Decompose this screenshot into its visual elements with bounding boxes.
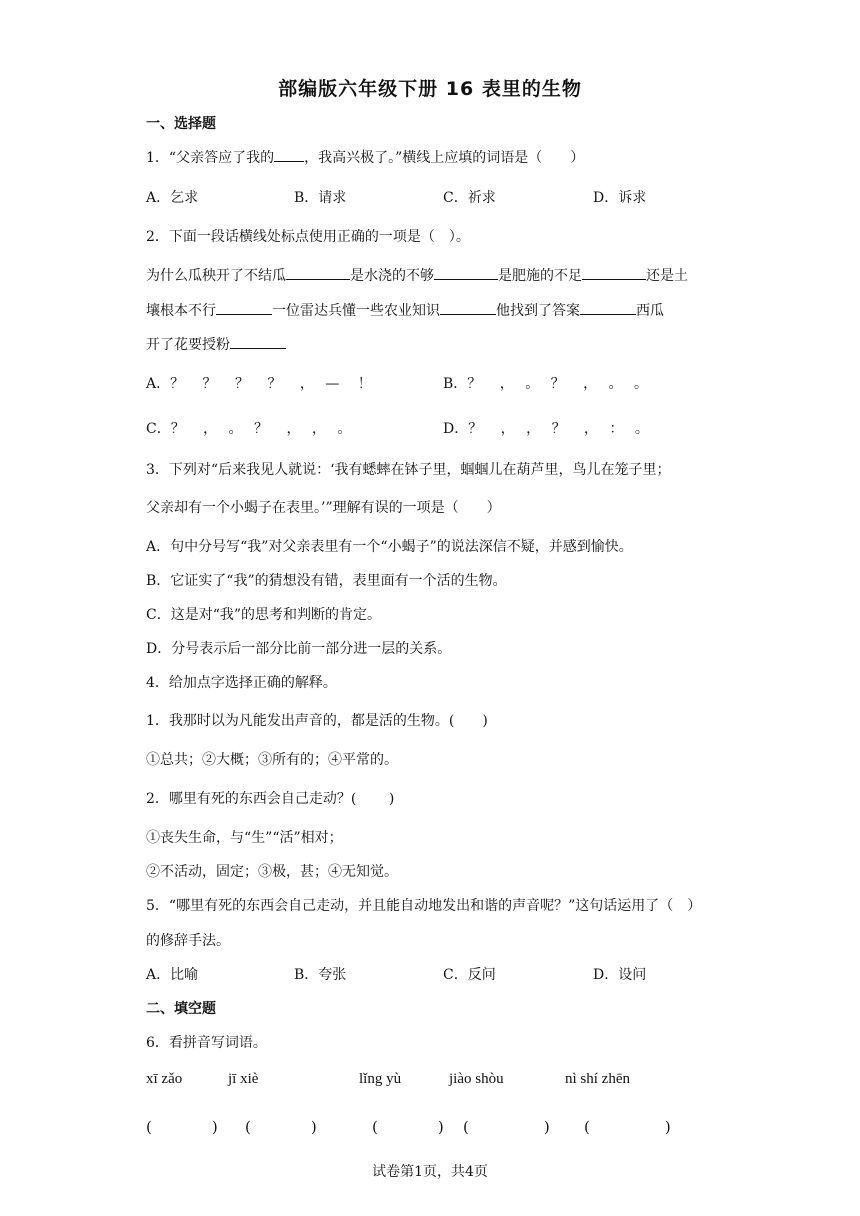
answer-box-3[interactable]: ( ) [372, 1118, 444, 1136]
page-footer: 试卷第1页，共4页 [372, 1164, 488, 1180]
question-1-option-d[interactable]: D．诉求 [593, 190, 647, 206]
pinyin-5: nì shí zhēn [565, 1071, 630, 1087]
question-3-option-b[interactable]: B．它证实了“我”的猜想没有错，表里面有一个活的生物。 [146, 573, 507, 589]
question-5-stem-line-2: 的修辞手法。 [146, 933, 230, 949]
question-2-passage-line-3: 开了花要授粉 [146, 334, 286, 354]
pinyin-4: jiào shòu [449, 1071, 504, 1087]
answer-blank [274, 160, 304, 162]
question-5-option-a[interactable]: A．比喻 [146, 967, 199, 983]
question-2-stem: 2．下面一段话横线处标点使用正确的一项是（ ）。 [146, 229, 470, 245]
question-2-passage-line-1: 为什么瓜秧开了不结瓜 是水浇的不够 是肥施的不足 还是土 [146, 268, 688, 284]
question-4-sub-1: 1．我那时以为凡能发出声音的，都是活的生物。( ) [146, 713, 488, 729]
section-heading-choice: 一、选择题 [146, 116, 216, 132]
question-2-passage-line-2: 壤根本不行 一位雷达兵懂一些农业知识 他找到了答案 西瓜 [146, 303, 664, 319]
answer-box-1[interactable]: ( ) [146, 1118, 218, 1136]
question-4-sub-2: 2．哪里有死的东西会自己走动？( ) [146, 791, 395, 807]
pinyin-1: xī zǎo [146, 1071, 183, 1087]
question-1-option-b[interactable]: B．请求 [294, 190, 347, 206]
question-4-sub-2-options-2: ②不活动，固定；③极，甚；④无知觉。 [146, 864, 398, 880]
question-1-option-c[interactable]: C．祈求 [443, 190, 496, 206]
question-5-stem-line-1: 5．“哪里有死的东西会自己走动，并且能自动地发出和谐的声音呢？”这句话运用了（ ） [146, 898, 702, 914]
question-5-option-d[interactable]: D．设问 [593, 967, 647, 983]
question-4-sub-1-options: ①总共；②大概；③所有的；④平常的。 [146, 752, 398, 768]
answer-blank [580, 313, 636, 315]
answer-blank [440, 313, 496, 315]
pinyin-2: jī xiè [228, 1071, 259, 1087]
question-2-option-a[interactable]: A．？ ？ ？ ？ ， — ！ [146, 376, 372, 392]
question-3-option-c[interactable]: C．这是对“我”的思考和判断的肯定。 [146, 607, 382, 623]
question-5-option-c[interactable]: C．反问 [443, 967, 496, 983]
answer-box-4[interactable]: ( ) [463, 1118, 550, 1136]
question-3-option-a[interactable]: A．句中分号写“我”对父亲表里有一个“小蝎子”的说法深信不疑，并感到愉快。 [146, 539, 633, 555]
answer-box-5[interactable]: ( ) [584, 1118, 671, 1136]
answer-blank [216, 313, 272, 315]
question-3-option-d[interactable]: D．分号表示后一部分比前一部分进一层的关系。 [146, 641, 452, 657]
question-2-option-d[interactable]: D．？ ， ， ？ ， ： 。 [443, 421, 649, 437]
question-2-option-c[interactable]: C．？ ， 。 ？ ， ， 。 [146, 421, 352, 437]
pinyin-3: lǐng yù [359, 1071, 402, 1087]
question-1-option-a[interactable]: A．乞求 [146, 190, 199, 206]
question-2-option-b[interactable]: B．？ ， 。 ？ ， 。 。 [443, 376, 648, 392]
question-6-stem: 6．看拼音写词语。 [146, 1035, 267, 1051]
question-3-stem-line-1: 3．下列对“后来我见人就说：‘我有蟋蟀在钵子里，蝈蝈儿在葫芦里，鸟儿在笼子里； [146, 462, 671, 478]
answer-blank [230, 347, 286, 349]
question-5-option-b[interactable]: B．夸张 [294, 967, 347, 983]
page-title: 部编版六年级下册 16 表里的生物 [278, 78, 582, 100]
question-4-stem: 4．给加点字选择正确的解释。 [146, 675, 337, 691]
answer-blank [286, 278, 350, 280]
section-heading-fill: 二、填空题 [146, 1001, 216, 1017]
question-1-stem: 1．“父亲答应了我的 ，我高兴极了。”横线上应填的词语是（ ） [146, 150, 585, 166]
answer-blank [434, 278, 498, 280]
answer-box-2[interactable]: ( ) [245, 1118, 317, 1136]
answer-blank [582, 278, 646, 280]
question-4-sub-2-options-1: ①丧失生命，与“生”“活”相对； [146, 830, 343, 846]
question-3-stem-line-2: 父亲却有一个小蝎子在表里。’”理解有误的一项是（ ） [146, 500, 501, 516]
